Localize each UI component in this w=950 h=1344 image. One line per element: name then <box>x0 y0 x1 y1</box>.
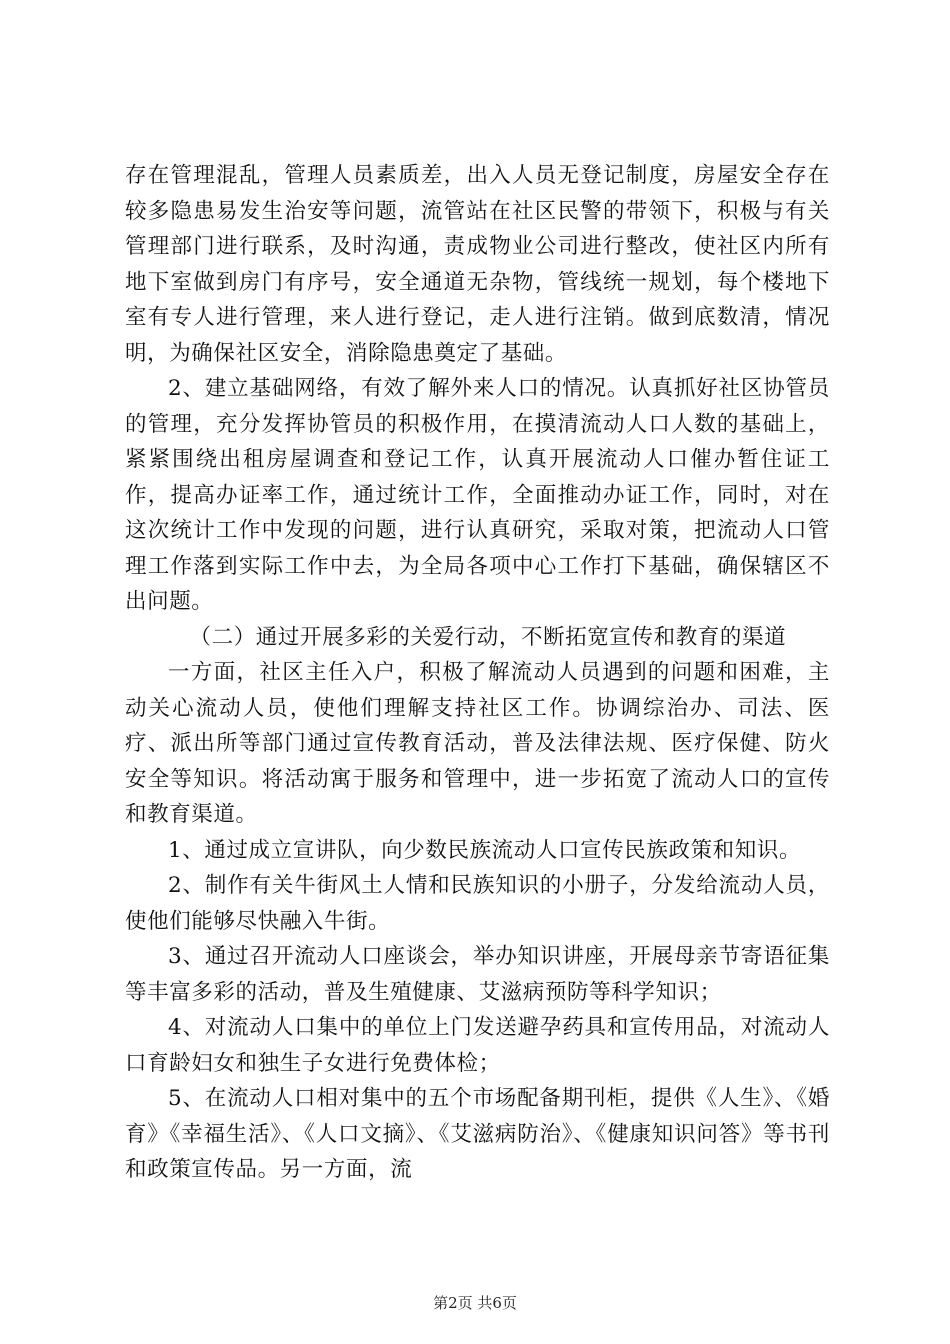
list-item-5: 5、在流动人口相对集中的五个市场配备期刊柜，提供《人生》、《婚育》《幸福生活》、《人口文摘》、《艾滋病防治》、《健康知识问答》等书刊和政策宣传品。另一方面，流 <box>125 1086 830 1182</box>
paragraph-intro: 一方面，社区主任入户，积极了解流动人员遇到的问题和困难，主动关心流动人员，使他们理解支持社区工作。协调综治办、司法、医疗、派出所等部门通过宣传教育活动，普及法律法规、医疗保健、防火安全等知识。将活动寓于服务和管理中，进一步拓宽了流动人口的宣传和教育渠道。 <box>125 660 830 827</box>
paragraph-continuation: 存在管理混乱，管理人员素质差，出入人员无登记制度，房屋安全存在较多隐患易发生治安等问题，流管站在社区民警的带领下，积极与有关管理部门进行联系，及时沟通，责成物业公司进行整改，使社区内所有地下室做到房门有序号，安全通道无杂物，管线统一规划，每个楼地下室有专人进行管理，来人进行登记，走人进行注销。做到底数清，情况明，为确保社区安全，消除隐患奠定了基础。 <box>125 163 830 366</box>
section-heading: （二）通过开展多彩的关爱行动，不断拓宽宣传和教育的渠道 <box>189 624 787 650</box>
paragraph-item-2-network: 2、建立基础网络，有效了解外来人口的情况。认真抓好社区协管员的管理，充分发挥协管员的积极作用，在摸清流动人口人数的基础上，紧紧围绕出租房屋调查和登记工作，认真开展流动人口催办暂住证工作，提高办证率工作，通过统计工作，全面推动办证工作，同时，对在这次统计工作中发现的问题，进行认真研究，采取对策，把流动人口管理工作落到实际工作中去，为全局各项中心工作打下基础，确保辖区不出问题。 <box>125 376 830 614</box>
list-item-2: 2、制作有关牛街风土人情和民族知识的小册子，分发给流动人员，使他们能够尽快融入牛街。 <box>125 873 830 934</box>
list-item-4: 4、对流动人口集中的单位上门发送避孕药具和宣传用品，对流动人口育龄妇女和独生子女进行免费体检； <box>125 1015 830 1076</box>
document-body <box>125 158 830 1188</box>
list-item-3: 3、通过召开流动人口座谈会，举办知识讲座，开展母亲节寄语征集等丰富多彩的活动，普及生殖健康、艾滋病预防等科学知识； <box>125 944 830 1005</box>
page-number-footer: 第2页 共6页 <box>433 1294 517 1312</box>
list-item-1: 1、通过成立宣讲队，向少数民族流动人口宣传民族政策和知识。 <box>168 837 802 863</box>
